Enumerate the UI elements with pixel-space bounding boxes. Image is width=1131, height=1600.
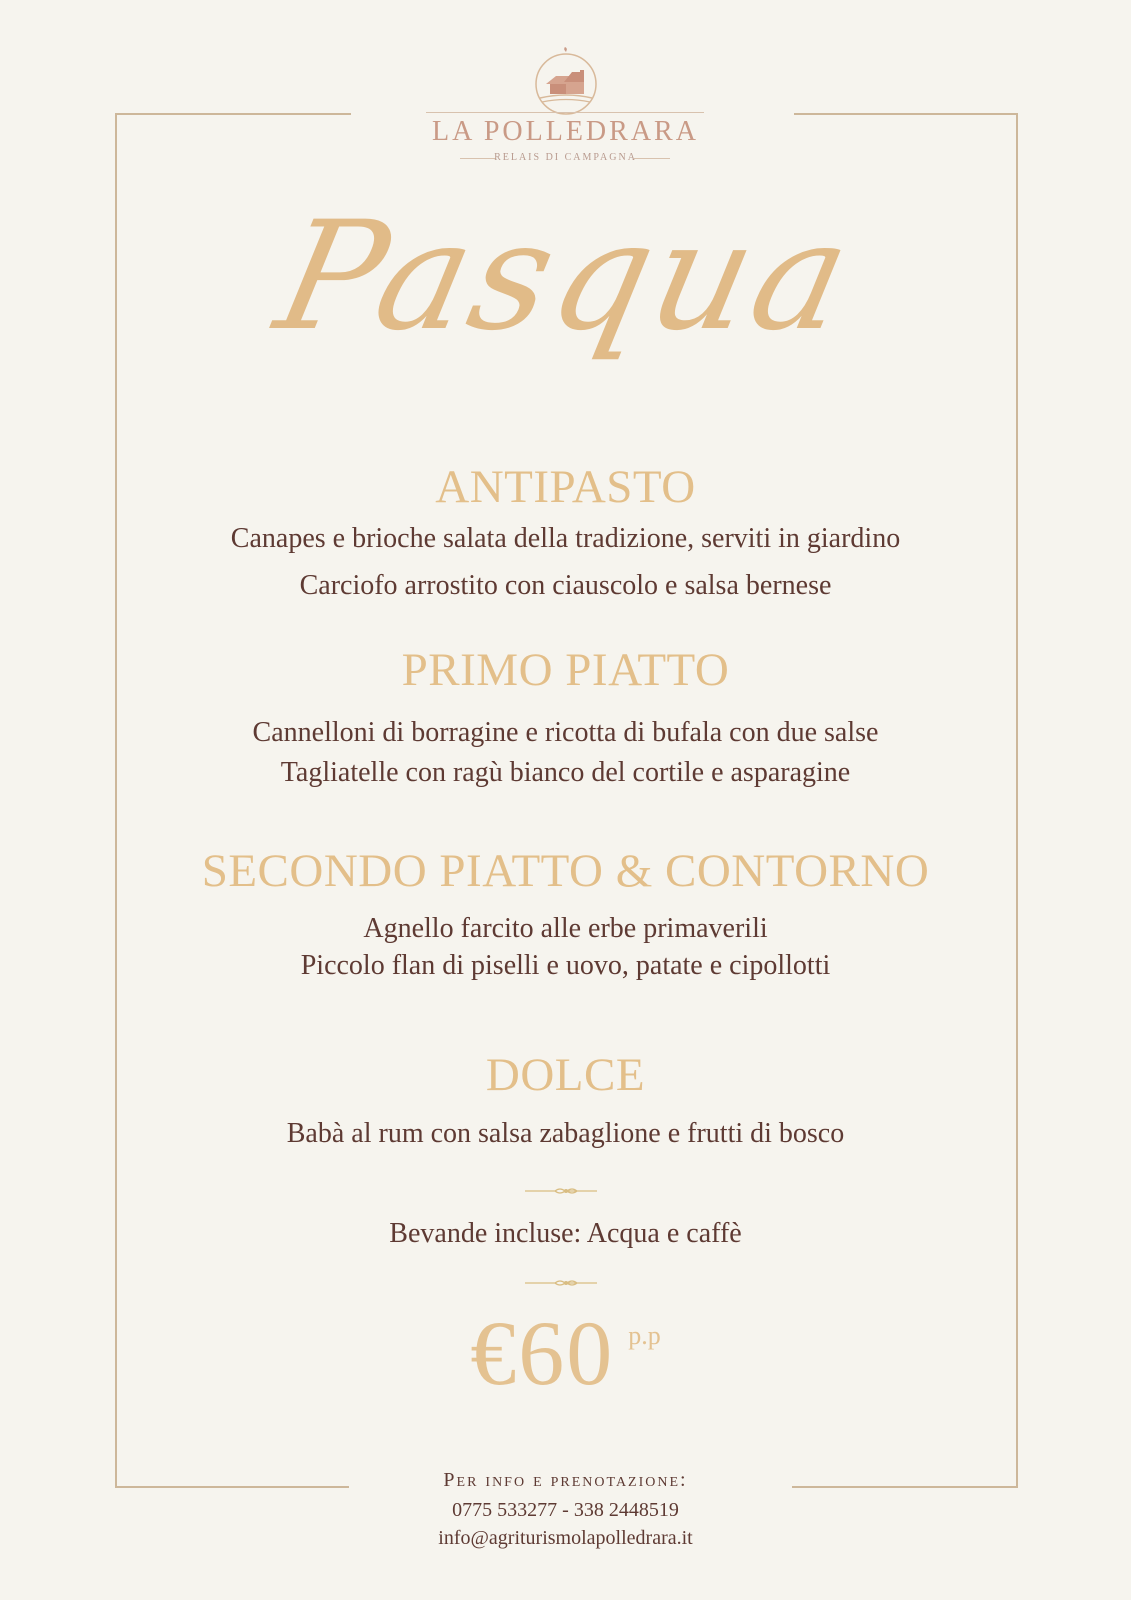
menu-item: Carciofo arrostito con ciauscolo e salsa bernese [299,570,832,601]
contact-email[interactable]: info@agriturismolapolledrara.it [438,1527,693,1549]
drinks-note: Bevande incluse: Acqua e caffè [389,1218,742,1249]
menu-title: Pasqua [263,190,868,364]
menu-item: Tagliatelle con ragù bianco del cortile e asparagine [280,757,851,788]
menu-item: Piccolo flan di piselli e uovo, patate e cipollotti [300,950,831,981]
section-heading-primo: PRIMO PIATTO [401,644,730,696]
farmhouse-logo-icon [530,46,602,116]
logo-subtitle: RELAIS DI CAMPAGNA [494,152,637,163]
frame-top-left [115,113,351,115]
price-unit: p.p [628,1321,661,1350]
ornament-divider-icon [525,1186,607,1196]
section-heading-dolce: DOLCE [485,1049,646,1101]
menu-item: Canapes e brioche salata della tradizione, serviti in giardino [230,523,901,554]
contact-label: Per info e prenotazione: [443,1469,688,1491]
ornament-divider-icon [525,1278,607,1288]
price [0,1300,1131,1406]
price-amount: €60 [470,1302,615,1404]
frame-top-right [794,113,1018,115]
menu-item: Babà al rum con salsa zabaglione e frutti di bosco [286,1118,845,1149]
menu-item: Agnello farcito alle erbe primaverili [363,913,768,944]
contact-phones[interactable]: 0775 533277 - 338 2448519 [452,1499,679,1521]
logo-top-rule [426,112,704,113]
section-heading-antipasto: ANTIPASTO [435,461,696,513]
logo-title: LA POLLEDRARA [432,116,699,147]
menu-item: Cannelloni di borragine e ricotta di bufala con due salse [252,717,879,748]
section-heading-secondo: SECONDO PIATTO & CONTORNO [201,845,930,897]
